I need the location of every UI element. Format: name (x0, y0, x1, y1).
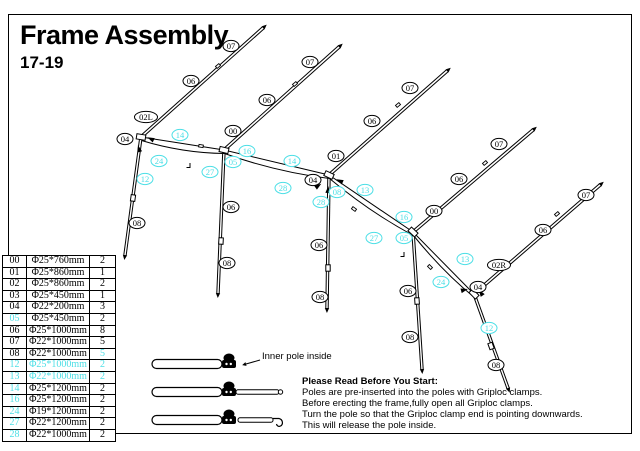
svg-text:08: 08 (491, 360, 501, 370)
parts-row (3, 429, 116, 441)
clamp-tick-icon (395, 103, 400, 108)
parts-cell-qty: 5 (90, 337, 116, 349)
svg-text:28: 28 (316, 197, 326, 207)
svg-text:07: 07 (494, 139, 504, 149)
svg-text:07: 07 (581, 190, 591, 200)
svg-text:07: 07 (405, 83, 415, 93)
part-label-13 (457, 253, 473, 264)
parts-cell-size: Φ25*1000mm (27, 360, 90, 372)
svg-text:06: 06 (454, 174, 464, 184)
part-label-08 (329, 186, 345, 197)
parts-cell-qty: 1 (90, 267, 116, 279)
part-label-24 (433, 276, 449, 287)
inner-pole-arrow-icon (242, 360, 260, 366)
parts-cell-qty: 1 (90, 290, 116, 302)
svg-text:06: 06 (367, 116, 377, 126)
svg-text:07: 07 (226, 41, 236, 51)
pole-tip-arrow-icon (420, 369, 424, 374)
svg-text:24: 24 (154, 156, 164, 166)
parts-row (3, 406, 116, 418)
svg-text:06: 06 (314, 240, 324, 250)
part-label-06 (364, 115, 380, 126)
part-label-08 (488, 359, 504, 370)
junction-connector-icon (219, 146, 229, 153)
pole-tip-arrow-icon (599, 182, 604, 187)
parts-cell-id: 27 (3, 418, 27, 430)
part-label-00 (426, 205, 442, 216)
part-label-16 (239, 145, 255, 156)
parts-row (3, 360, 116, 372)
svg-text:02R: 02R (491, 260, 507, 270)
part-label-06 (535, 224, 551, 235)
part-label-07 (578, 189, 594, 200)
clamp-tick-icon (428, 265, 433, 270)
junction-connector-icon (136, 134, 146, 141)
pole-tip-arrow-icon (216, 293, 220, 298)
part-label-12 (481, 322, 497, 333)
parts-cell-size: Φ25*1200mm (27, 383, 90, 395)
parts-cell-id: 05 (3, 313, 27, 325)
parts-cell-size: Φ22*1000mm (27, 429, 90, 441)
instruction-line: Turn the pole so that the Griploc clamp end is pointing downwards. (302, 409, 583, 420)
parts-cell-id: 12 (3, 360, 27, 372)
parts-cell-id: 04 (3, 302, 27, 314)
parts-cell-qty: 2 (90, 256, 116, 268)
part-label-01 (328, 150, 344, 161)
parts-row (3, 302, 116, 314)
parts-row (3, 256, 116, 268)
parts-cell-id: 02 (3, 279, 27, 291)
parts-cell-qty: 2 (90, 418, 116, 430)
part-label-12 (137, 173, 153, 184)
svg-text:04: 04 (308, 175, 318, 185)
part-label-28 (313, 196, 329, 207)
part-label-27 (202, 166, 218, 177)
svg-text:06: 06 (226, 202, 236, 212)
part-label-07 (302, 56, 318, 67)
inset-pole-closed (152, 354, 236, 369)
svg-text:14: 14 (287, 156, 297, 166)
pole-tip-arrow-icon (532, 127, 537, 132)
svg-text:06: 06 (538, 225, 548, 235)
svg-text:16: 16 (399, 212, 409, 222)
page-subtitle: 17-19 (20, 53, 64, 72)
svg-text:27: 27 (369, 233, 379, 243)
page-title: Frame Assembly (20, 20, 229, 50)
parts-cell-size: Φ22*200mm (27, 302, 90, 314)
parts-row (3, 395, 116, 407)
hook-end-icon (273, 419, 282, 427)
parts-cell-size: Φ25*860mm (27, 279, 90, 291)
instructions-lines (302, 387, 597, 431)
part-label-04 (470, 281, 486, 292)
svg-text:28: 28 (278, 183, 288, 193)
griploc-clamp-icon (415, 298, 420, 305)
part-label-16 (396, 211, 412, 222)
part-label-07 (402, 82, 418, 93)
parts-cell-qty: 8 (90, 325, 116, 337)
inner-pole-label: Inner pole inside (262, 351, 332, 362)
part-label-02R (488, 259, 511, 270)
inset-pole-hooked (152, 410, 282, 427)
svg-text:27: 27 (205, 167, 215, 177)
part-label-14 (172, 129, 188, 140)
instructions-heading: Please Read Before You Start: (302, 376, 438, 387)
parts-cell-qty: 5 (90, 348, 116, 360)
clamp-tick-icon (215, 64, 220, 69)
insert-arrow-icon (335, 177, 343, 184)
parts-cell-qty: 2 (90, 313, 116, 325)
parts-cell-id: 00 (3, 256, 27, 268)
parts-cell-id: 06 (3, 325, 27, 337)
pole-tip-arrow-icon (325, 308, 329, 313)
svg-text:08: 08 (315, 292, 325, 302)
part-label-06 (400, 285, 416, 296)
part-label-08 (402, 331, 418, 342)
parts-cell-qty: 2 (90, 279, 116, 291)
svg-text:05: 05 (228, 157, 238, 167)
part-label-28 (275, 182, 291, 193)
parts-cell-id: 24 (3, 406, 27, 418)
parts-row (3, 337, 116, 349)
part-label-13 (357, 184, 373, 195)
parts-row (3, 279, 116, 291)
svg-text:24: 24 (436, 277, 446, 287)
parts-cell-qty: 2 (90, 360, 116, 372)
parts-cell-size: Φ22*1000mm (27, 348, 90, 360)
parts-cell-qty: 3 (90, 302, 116, 314)
part-label-02L (135, 111, 158, 122)
part-label-06 (451, 173, 467, 184)
svg-text:12: 12 (140, 174, 150, 184)
parts-cell-id: 16 (3, 395, 27, 407)
rail-hook-icon (187, 163, 191, 168)
parts-cell-size: Φ25*450mm (27, 313, 90, 325)
clamp-tick-icon (351, 207, 356, 212)
svg-text:06: 06 (403, 286, 413, 296)
parts-cell-id: 08 (3, 348, 27, 360)
parts-cell-id: 03 (3, 290, 27, 302)
svg-text:00: 00 (228, 126, 238, 136)
parts-row (3, 348, 116, 360)
part-label-06 (223, 201, 239, 212)
svg-text:16: 16 (242, 146, 252, 156)
svg-text:04: 04 (120, 134, 130, 144)
part-label-24 (151, 155, 167, 166)
clamp-tick-icon (292, 82, 297, 87)
part-label-04 (117, 133, 133, 144)
svg-text:08: 08 (222, 258, 232, 268)
clamp-tick-icon (554, 212, 559, 217)
part-label-05 (396, 232, 412, 243)
svg-text:04: 04 (473, 282, 483, 292)
part-label-27 (366, 232, 382, 243)
svg-text:08: 08 (132, 218, 142, 228)
parts-cell-id: 14 (3, 383, 27, 395)
parts-cell-qty: 2 (90, 371, 116, 383)
parts-row (3, 325, 116, 337)
clamp-tick-icon (482, 161, 487, 166)
rafter-pole (328, 68, 451, 176)
part-label-06 (259, 94, 275, 105)
svg-text:05: 05 (399, 233, 409, 243)
parts-cell-qty: 2 (90, 406, 116, 418)
front-rail (141, 137, 475, 298)
part-label-14 (284, 155, 300, 166)
parts-cell-qty: 2 (90, 395, 116, 407)
pole-tip-arrow-icon (446, 68, 451, 73)
parts-cell-size: Φ25*1000mm (27, 325, 90, 337)
instructions-block (302, 376, 597, 431)
part-label-08 (219, 257, 235, 268)
svg-text:02L: 02L (139, 112, 153, 122)
instruction-line: This will release the pole inside. (302, 420, 437, 431)
instruction-line: Poles are pre-inserted into the poles with Griploc clamps. (302, 387, 543, 398)
pole-tip-arrow-icon (123, 255, 127, 260)
pole-tip-arrow-icon (262, 25, 267, 30)
parts-cell-size: Φ25*1200mm (27, 395, 90, 407)
svg-text:13: 13 (360, 185, 370, 195)
pole-tip-arrow-icon (338, 44, 343, 49)
svg-text:12: 12 (484, 323, 494, 333)
svg-text:06: 06 (262, 95, 272, 105)
svg-text:08: 08 (332, 187, 342, 197)
svg-text:13: 13 (460, 254, 470, 264)
svg-text:14: 14 (175, 130, 185, 140)
parts-cell-size: Φ19*1200mm (27, 406, 90, 418)
part-label-06 (311, 239, 327, 250)
part-label-06 (183, 75, 199, 86)
rafter-pole (412, 127, 537, 233)
svg-text:06: 06 (186, 76, 196, 86)
griploc-clamp-icon (326, 265, 330, 271)
svg-text:08: 08 (405, 332, 415, 342)
instruction-line: Before erecting the frame,fully open all Griploc clamps. (302, 398, 533, 409)
parts-cell-id: 01 (3, 267, 27, 279)
svg-text:07: 07 (305, 57, 315, 67)
part-label-04 (305, 174, 321, 185)
griploc-clamp-icon (130, 195, 135, 202)
griploc-clamp-icon (219, 238, 224, 245)
parts-cell-size: Φ25*860mm (27, 267, 90, 279)
parts-row (3, 290, 116, 302)
parts-cell-size: Φ22*1000mm (27, 337, 90, 349)
parts-row (3, 313, 116, 325)
parts-cell-size: Φ25*450mm (27, 290, 90, 302)
part-label-08 (312, 291, 328, 302)
parts-cell-size: Φ25*760mm (27, 256, 90, 268)
parts-cell-qty: 2 (90, 429, 116, 441)
parts-row (3, 371, 116, 383)
parts-table (2, 255, 116, 442)
parts-row (3, 267, 116, 279)
parts-cell-id: 13 (3, 371, 27, 383)
svg-text:01: 01 (331, 151, 341, 161)
parts-cell-id: 28 (3, 429, 27, 441)
parts-row (3, 418, 116, 430)
clamp-tick-icon (199, 144, 204, 147)
parts-cell-size: Φ22*1200mm (27, 418, 90, 430)
part-label-00 (225, 125, 241, 136)
parts-row (3, 383, 116, 395)
svg-text:00: 00 (429, 206, 439, 216)
part-label-07 (491, 138, 507, 149)
parts-cell-size: Φ22*1000mm (27, 371, 90, 383)
parts-cell-id: 07 (3, 337, 27, 349)
inset-pole-extended (152, 382, 283, 397)
rafter-pole (223, 44, 343, 151)
part-label-08 (129, 217, 145, 228)
rail-hook-icon (401, 252, 405, 257)
insert-arrow-icon (146, 135, 154, 142)
parts-cell-qty: 2 (90, 383, 116, 395)
part-label-05 (225, 156, 241, 167)
